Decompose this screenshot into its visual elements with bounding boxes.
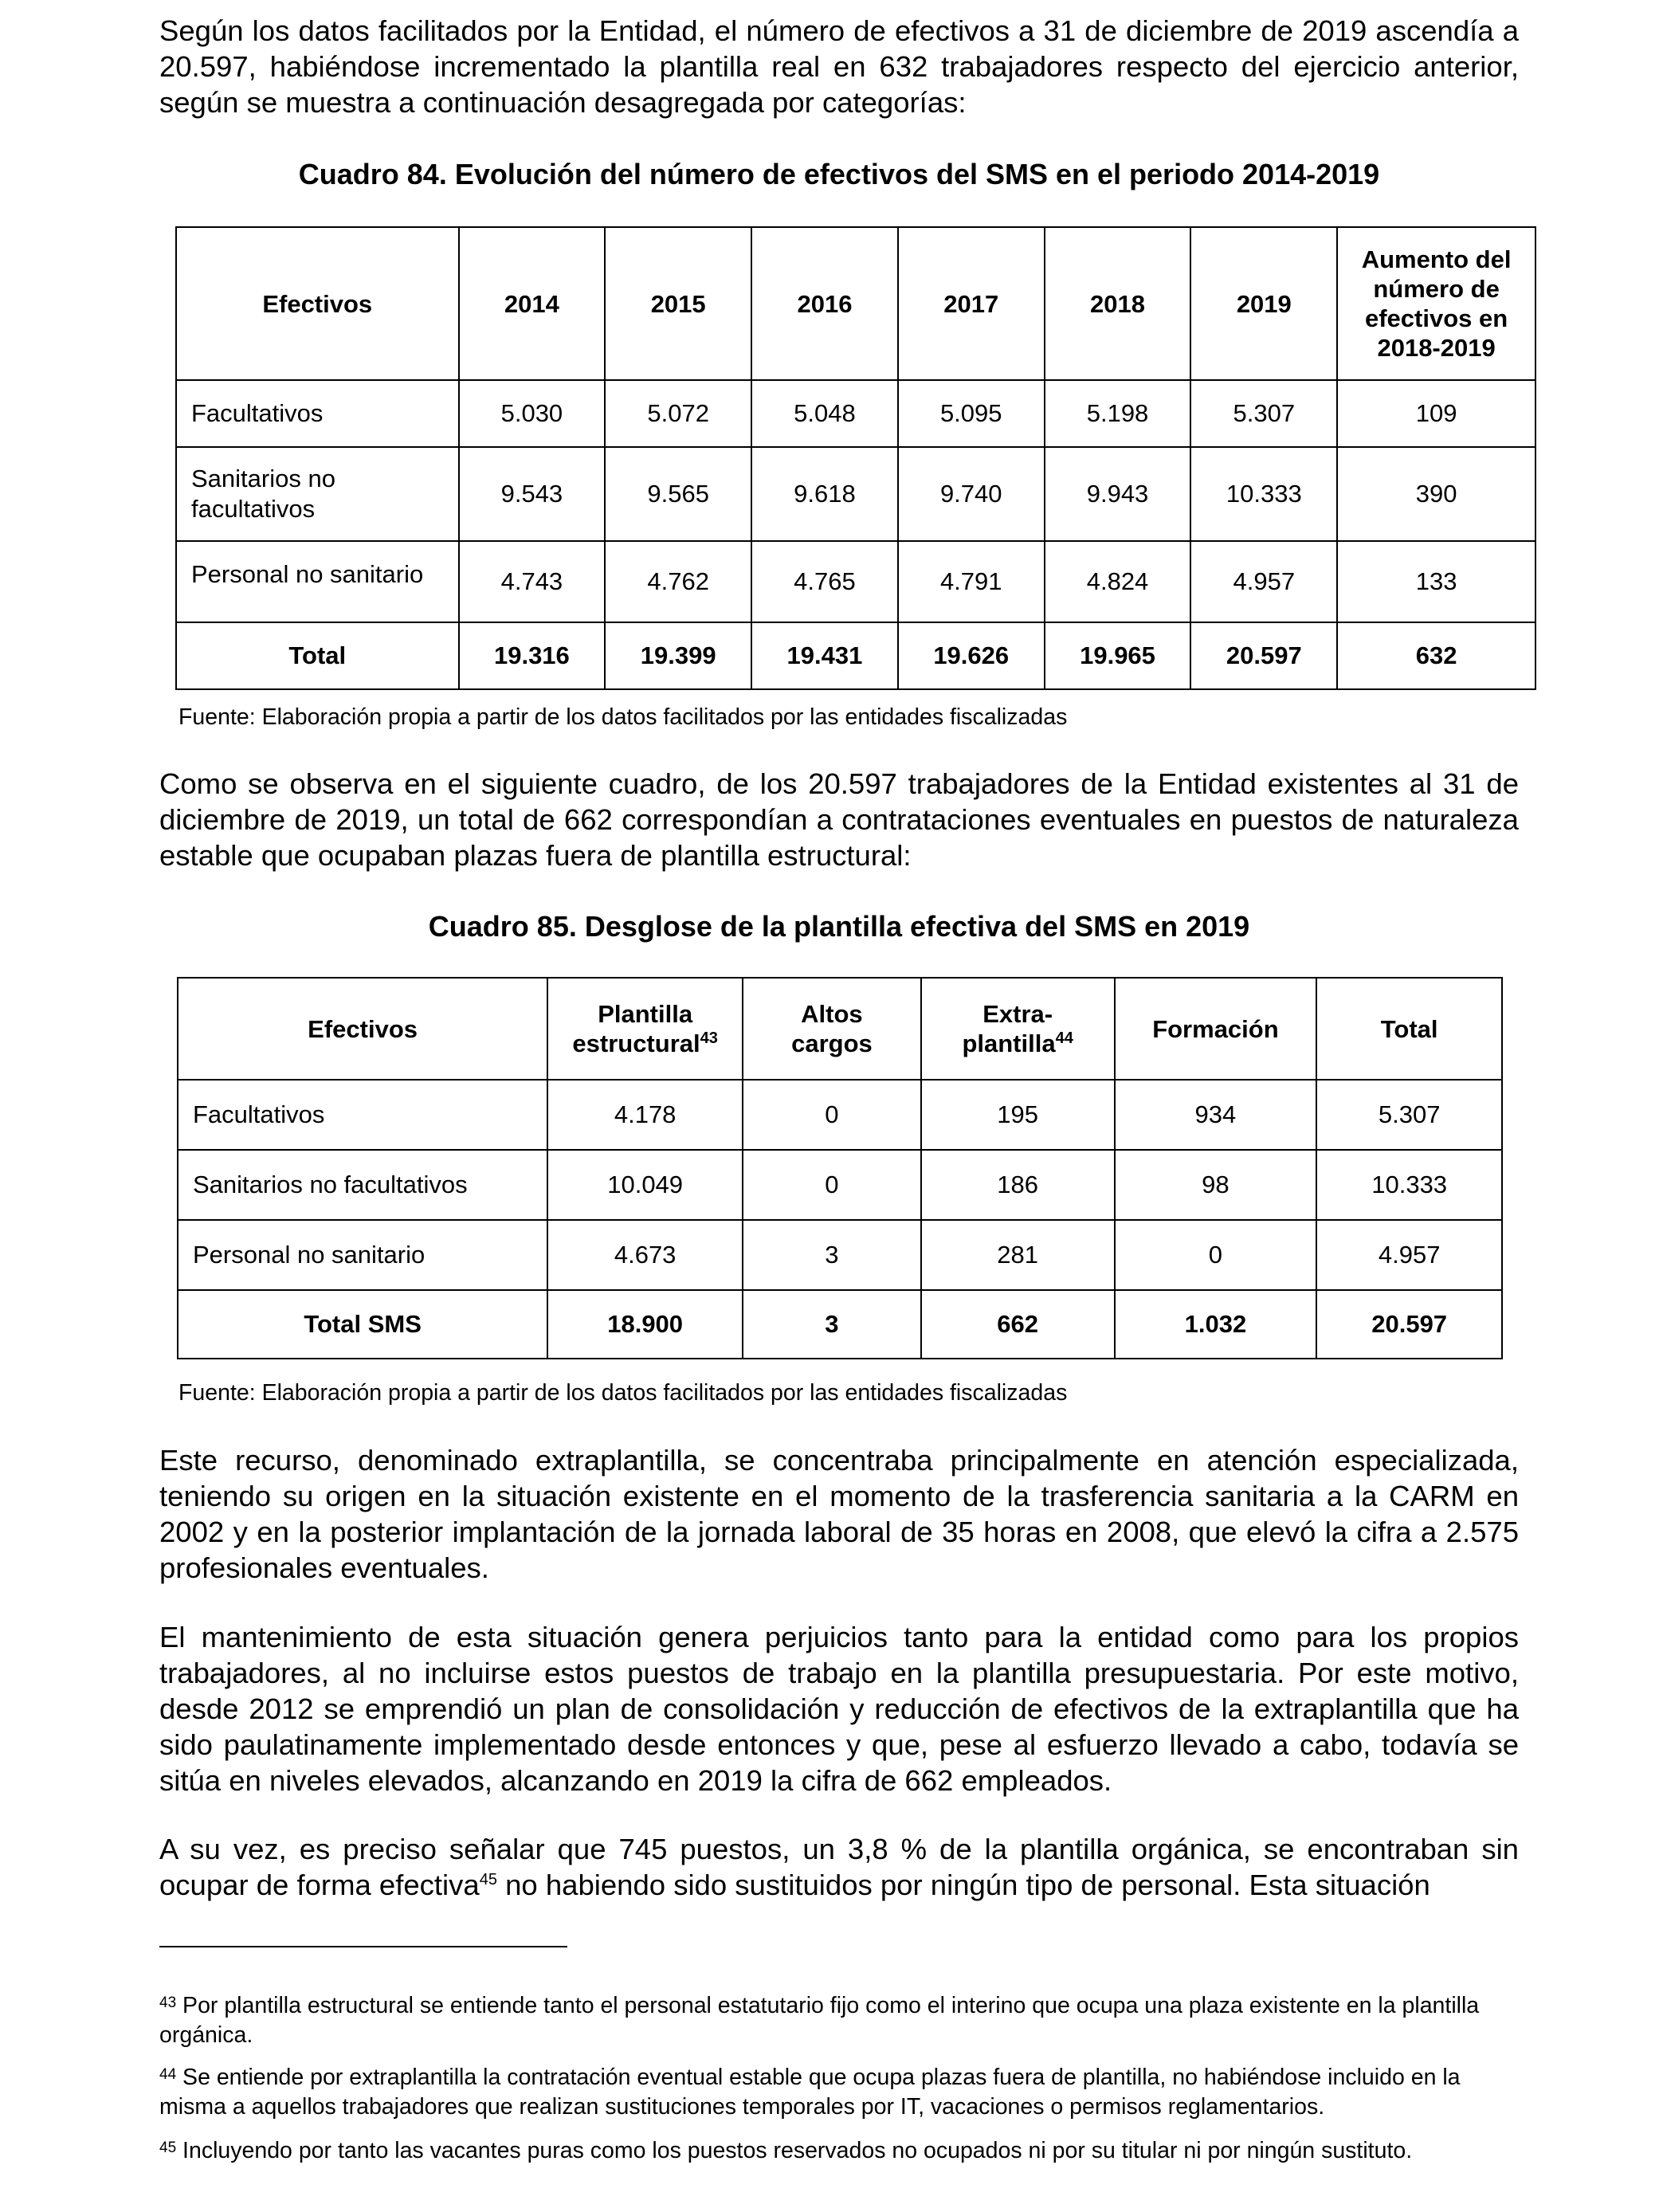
- cell-value: 390: [1337, 447, 1535, 541]
- cell-value: 20.597: [1316, 1290, 1502, 1359]
- table85-source: Fuente: Elaboración propia a partir de los datos facilitados por las entidades fiscalizadas: [178, 1380, 1068, 1406]
- cell-value: 5.307: [1190, 380, 1337, 447]
- table84-source: Fuente: Elaboración propia a partir de los datos facilitados por las entidades fiscalizadas: [178, 704, 1068, 730]
- cell-value: 9.565: [605, 447, 751, 541]
- cell-value: 19.431: [751, 622, 898, 689]
- table84-header-2017: 2017: [898, 227, 1045, 380]
- cell-value: 19.399: [605, 622, 751, 689]
- cell-value: 5.048: [751, 380, 898, 447]
- cell-value: 3: [743, 1290, 921, 1359]
- cell-value: 9.618: [751, 447, 898, 541]
- cell-value: 10.333: [1316, 1150, 1502, 1220]
- table84-header-2015: 2015: [605, 227, 751, 380]
- cell-value: 4.957: [1316, 1220, 1502, 1290]
- cell-value: 10.333: [1190, 447, 1337, 541]
- cell-value: 1.032: [1115, 1290, 1317, 1359]
- cell-value: 19.316: [459, 622, 606, 689]
- table-row: [176, 541, 1535, 622]
- table84-header-efectivos: Efectivos: [176, 227, 459, 380]
- cell-value: 4.765: [751, 541, 898, 622]
- paragraph-consolidation: El mantenimiento de esta situación genera perjuicios tanto para la entidad como para los propios trabajadores, al no incluirse estos puestos de trabajo en la plantilla presupuestaria. Por este motivo, desde 2012 se emprendió un plan de consolidación y reducción de efectivos de la extraplantilla que ha sido paulatinamente implementado desde entonces y que, pese al esfuerzo llevado a cabo, todavía se sitúa en niveles elevados, alcanzando en 2019 la cifra de 662 empleados.: [159, 1621, 1519, 1797]
- cell-value: 3: [743, 1220, 921, 1290]
- table85-header-efectivos: Efectivos: [178, 978, 547, 1080]
- cell-value: 4.791: [898, 541, 1045, 622]
- table85-header-formacion: Formación: [1115, 978, 1317, 1080]
- cell-value: 5.095: [898, 380, 1045, 447]
- row-label: Sanitarios no facultativos: [176, 447, 459, 541]
- cell-value: 4.673: [547, 1220, 743, 1290]
- table84-header-2018: 2018: [1045, 227, 1191, 380]
- cell-value: 0: [743, 1080, 921, 1150]
- footnote-ref-44[interactable]: 44: [1055, 1030, 1073, 1047]
- cell-value: 133: [1337, 541, 1535, 622]
- paragraph-vacancies: A su vez, es preciso señalar que 745 puestos, un 3,8 % de la plantilla orgánica, se encontraban sin ocupar de forma efectiva$^{45}$ no habiendo sido sustituidos por ningún tipo de personal. Esta situación: [159, 1833, 1519, 1901]
- cell-value: 19.626: [898, 622, 1045, 689]
- footnote-44: $^{44}$ Se entiende por extraplantilla la contratación eventual estable que ocupa plazas fuera de plantilla, no habiéndose incluido en la misma a aquellos trabajadores que realizan sustituciones temporales por IT, vacaciones o permisos reglamentarios.: [159, 2065, 1461, 2120]
- table84-title: Cuadro 84. Evolución del número de efectivos del SMS en el periodo 2014-2019: [298, 158, 1380, 190]
- table84-header-increase: Aumento del número de efectivos en 2018-2019: [1337, 227, 1535, 380]
- table85-title: Cuadro 85. Desglose de la plantilla efectiva del SMS en 2019: [428, 910, 1250, 943]
- table84-header-2014: 2014: [459, 227, 606, 380]
- cell-value: 9.543: [459, 447, 606, 541]
- footnote-ref-45[interactable]: 45: [479, 1871, 497, 1888]
- cell-value: 20.597: [1190, 622, 1337, 689]
- cell-value: 5.198: [1045, 380, 1191, 447]
- row-label: Sanitarios no facultativos: [178, 1150, 547, 1220]
- cell-value: 4.178: [547, 1080, 743, 1150]
- cell-value: 662: [921, 1290, 1115, 1359]
- paragraph-extraplantilla: Este recurso, denominado extraplantilla, se concentraba principalmente en atención especializada, teniendo su origen en la situación existente en el momento de la trasferencia sanitaria a la CARM en 2002 y en la posterior implantación de la jornada laboral de 35 horas en 2008, que elevó la cifra a 2.575 profesionales eventuales.: [159, 1444, 1519, 1584]
- table84-header-2019: 2019: [1190, 227, 1337, 380]
- cell-value: 4.824: [1045, 541, 1191, 622]
- table84: [175, 226, 1536, 690]
- cell-value: 98: [1115, 1150, 1317, 1220]
- footnote-43: $^{43}$ Por plantilla estructural se entiende tanto el personal estatutario fijo como el interino que ocupa una plaza existente en la plantilla orgánica.: [159, 1993, 1480, 2048]
- cell-value: 109: [1337, 380, 1535, 447]
- cell-value: 186: [921, 1150, 1115, 1220]
- cell-value: 195: [921, 1080, 1115, 1150]
- table85-header-plantilla: Plantilla estructural$^{43}$: [547, 978, 743, 1080]
- cell-value: 5.030: [459, 380, 606, 447]
- cell-value: 4.743: [459, 541, 606, 622]
- table85-header-row: [178, 978, 1502, 1080]
- row-label: Personal no sanitario: [176, 541, 459, 622]
- cell-value: 19.965: [1045, 622, 1191, 689]
- footnote-45: $^{45}$ Incluyendo por tanto las vacantes puras como los puestos reservados no ocupados ni por su titular ni por ningún sustituto.: [159, 2138, 1413, 2163]
- table85: [177, 977, 1503, 1359]
- cell-value: 0: [743, 1150, 921, 1220]
- table-row: [176, 447, 1535, 541]
- table85-header-total: Total: [1316, 978, 1502, 1080]
- intro-paragraph: Según los datos facilitados por la Entidad, el número de efectivos a 31 de diciembre de 2019 ascendía a 20.597, habiéndose incrementado la plantilla real en 632 trabajadores respecto del ejercicio anterior, según se muestra a continuación desagregada por categorías:: [159, 14, 1519, 119]
- row-label: Personal no sanitario: [178, 1220, 547, 1290]
- table84-total-row: [176, 622, 1535, 689]
- cell-value: 0: [1115, 1220, 1317, 1290]
- footnote-ref-43[interactable]: 43: [700, 1030, 718, 1047]
- cell-value: 5.307: [1316, 1080, 1502, 1150]
- cell-value: 18.900: [547, 1290, 743, 1359]
- footnote-separator: [159, 1946, 567, 1947]
- cell-value: 10.049: [547, 1150, 743, 1220]
- table-row: [178, 1150, 1502, 1220]
- table-row: [178, 1220, 1502, 1290]
- row-label: Facultativos: [178, 1080, 547, 1150]
- table85-header-altos: Altos cargos: [743, 978, 921, 1080]
- cell-value: 632: [1337, 622, 1535, 689]
- table84-header-2016: 2016: [751, 227, 898, 380]
- table-row: [178, 1080, 1502, 1150]
- cell-value: 5.072: [605, 380, 751, 447]
- table85-header-extra: Extra- plantilla$^{44}$: [921, 978, 1115, 1080]
- table-row: [176, 380, 1535, 447]
- row-label: Total SMS: [178, 1290, 547, 1359]
- cell-value: 4.957: [1190, 541, 1337, 622]
- row-label: Facultativos: [176, 380, 459, 447]
- row-label: Total: [176, 622, 459, 689]
- middle-paragraph: Como se observa en el siguiente cuadro, de los 20.597 trabajadores de la Entidad existentes al 31 de diciembre de 2019, un total de 662 correspondían a contrataciones eventuales en puestos de naturaleza estable que ocupaban plazas fuera de plantilla estructural:: [159, 767, 1519, 872]
- cell-value: 934: [1115, 1080, 1317, 1150]
- cell-value: 9.943: [1045, 447, 1191, 541]
- table84-header-row: [176, 227, 1535, 380]
- cell-value: 4.762: [605, 541, 751, 622]
- table85-total-row: [178, 1290, 1502, 1359]
- cell-value: 281: [921, 1220, 1115, 1290]
- cell-value: 9.740: [898, 447, 1045, 541]
